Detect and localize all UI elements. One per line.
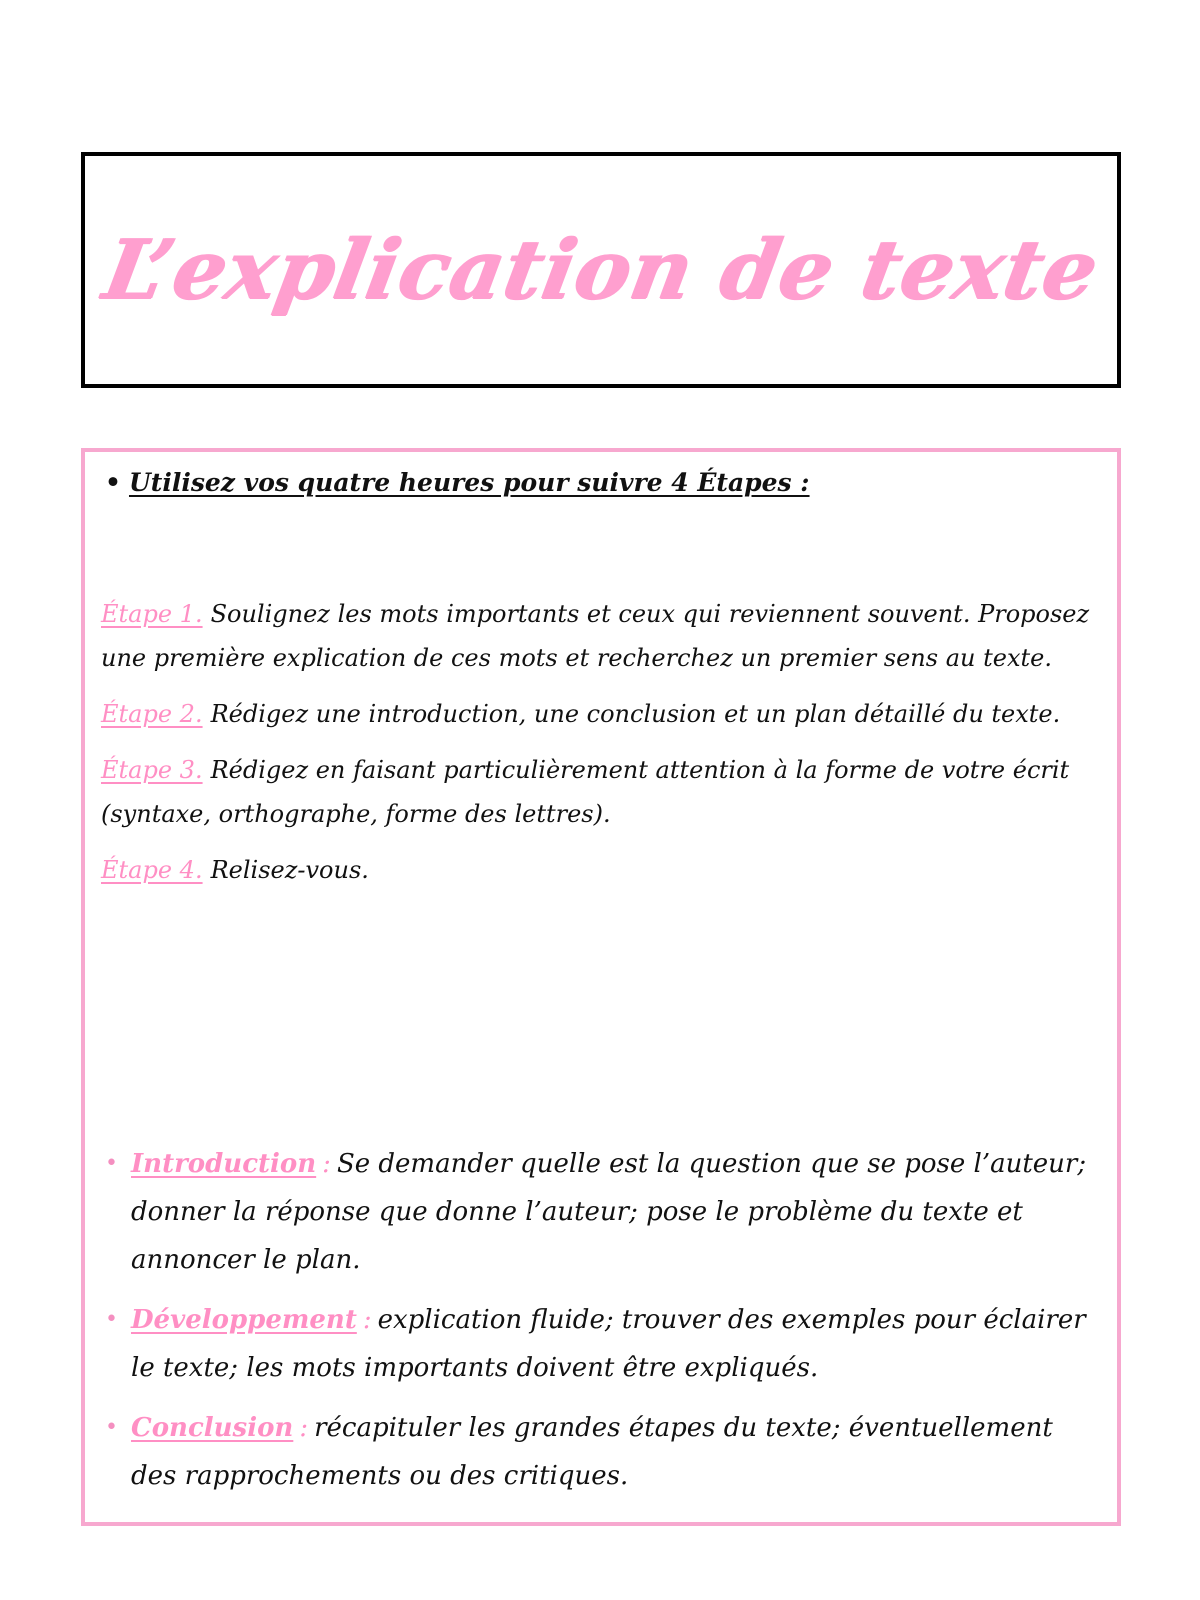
part-introduction xyxy=(105,1140,1105,1284)
part-body xyxy=(131,1140,1105,1284)
steps-list xyxy=(101,592,1101,904)
part-body xyxy=(131,1404,1105,1500)
step-text: Relisez-vous. xyxy=(210,856,369,884)
step-text: Rédigez une introduction, une conclusion et un plan détaillé du texte. xyxy=(210,700,1061,728)
step-3 xyxy=(101,748,1101,836)
part-separator: : xyxy=(362,1305,372,1335)
part-text: explication fluide; trouver des exemples pour éclairer le texte; les mots importants doivent être expliqués. xyxy=(131,1305,1086,1383)
part-text: Se demander quelle est la question que se pose l’auteur; donner la réponse que donne l’auteur; pose le problème du texte et annoncer le plan. xyxy=(131,1149,1087,1275)
content-box xyxy=(81,448,1121,1526)
part-developpement xyxy=(105,1296,1105,1392)
part-body xyxy=(131,1296,1105,1392)
step-text: Soulignez les mots importants et ceux qui reviennent souvent. Proposez une première explication de ces mots et recherchez un premier sens au texte. xyxy=(101,600,1090,672)
part-conclusion xyxy=(105,1404,1105,1500)
bullet-icon: • xyxy=(105,1151,118,1176)
bullet-icon: • xyxy=(105,1307,118,1332)
page-title: L’explication de texte xyxy=(96,222,1106,318)
parts-list xyxy=(105,1140,1105,1512)
part-label: Développement xyxy=(131,1305,357,1335)
step-text: Rédigez en faisant particulièrement attention à la forme de votre écrit (syntaxe, orthographe, forme des lettres). xyxy=(101,756,1070,828)
heading-text: Utilisez vos quatre heures pour suivre 4 Étapes : xyxy=(128,468,810,497)
part-label: Conclusion xyxy=(131,1413,294,1443)
part-separator: : xyxy=(322,1149,331,1179)
part-text: récapituler les grandes étapes du texte; éventuellement des rapprochements ou des critiques. xyxy=(131,1413,1053,1491)
part-label: Introduction xyxy=(131,1149,317,1179)
steps-heading xyxy=(105,468,810,497)
bullet-icon: • xyxy=(105,468,121,497)
step-1 xyxy=(101,592,1101,680)
step-label: Étape 3. xyxy=(101,756,203,784)
step-4 xyxy=(101,848,1101,892)
step-label: Étape 4. xyxy=(101,856,203,884)
step-label: Étape 2. xyxy=(101,700,203,728)
step-2 xyxy=(101,692,1101,736)
title-box xyxy=(81,152,1121,388)
step-label: Étape 1. xyxy=(101,600,203,628)
bullet-icon: • xyxy=(105,1415,118,1440)
part-separator: : xyxy=(299,1413,309,1443)
